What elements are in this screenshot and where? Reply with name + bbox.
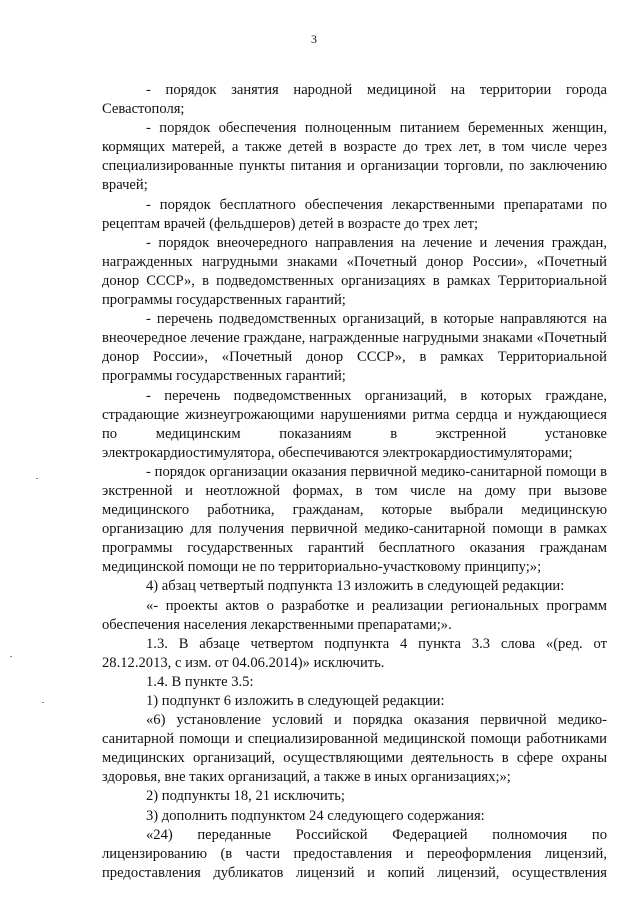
page-number: 3 (311, 32, 317, 46)
paragraph-donor-organizations: - перечень подведомственных организаций, в которые направляются на внеочередное лечение граждане, награжденные нагрудными знаками «Почетный донор России», «Почетный донор СССР», в рамках Территориальной программы государственных гарантий; (102, 311, 607, 385)
paragraph-free-medicines: - порядок бесплатного обеспечения лекарственными препаратами по рецептам врачей (фельдшеров) детей в возрасте до трех лет; (102, 196, 607, 232)
paragraph-subitem-6-text: «6) установление условий и порядка оказания первичной медико-санитарной помощи и специализированной медицинской помощи работниками медицинских организаций, осуществляющими деятельность в сфере охраны здоровья, вне таких организаций, а также в иных организациях;»; (102, 712, 607, 786)
paragraph-section-1-4: 1.4. В пункте 3.5: (146, 673, 254, 690)
paragraph-folk-medicine: - порядок занятия народной медициной на территории города Севастополя; (102, 82, 607, 118)
paragraph-pacemaker-organizations: - перечень подведомственных организаций, в которых граждане, страдающие жизнеугрожающими нарушениями ритма сердца и нуждающиеся по медицинским показаниям в экстренной установке электрокардиостимулятора, обеспечиваются электрокардиостимуляторами; (102, 387, 607, 461)
paragraph-primary-care: - порядок организации оказания первичной медико-санитарной помощи в экстренной и неотложной формах, в том числе на дому при вызове медицинского работника, гражданам, которые выбрали медицинскую организацию для получения первичной медико-санитарной помощи в рамках программы государственных гарантий бесплатного оказания гражданам медицинской помощи не по территориально-участковому принципу;»; (102, 463, 607, 576)
document-body (102, 81, 607, 883)
paragraph-subitem-24-text: «24) переданные Российской Федерацией полномочия по лицензированию (в части предоставления и переоформления лицензий, предоставления дубликатов лицензий и копий лицензий, осуществления (102, 826, 607, 881)
paragraph-donor-treatment: - порядок внеочередного направления на лечение и лечения граждан, награжденных нагрудными знаками «Почетный донор России», «Почетный донор СССР», в подведомственных организациях в рамках Территориальной программы государственных гарантий; (102, 234, 607, 309)
paragraph-subitem-3: 3) дополнить подпунктом 24 следующего содержания: (146, 807, 485, 824)
paragraph-subitem-1: 1) подпункт 6 изложить в следующей редакции: (146, 693, 445, 709)
paragraph-item-4: 4) абзац четвертый подпункта 13 изложить в следующей редакции: (146, 578, 565, 595)
scan-speck (42, 702, 44, 703)
scan-speck (10, 656, 12, 657)
paragraph-subitem-2: 2) подпункты 18, 21 исключить; (146, 788, 345, 805)
scan-speck (36, 478, 38, 479)
paragraph-regional-programs: «- проекты актов о разработке и реализации региональных программ обеспечения населения лекарственными препаратами;». (102, 597, 607, 633)
paragraph-section-1-3: 1.3. В абзаце четвертом подпункта 4 пункта 3.3 слова «(ред. от 28.12.2013, с изм. от 04.06.2014)» исключить. (102, 635, 607, 671)
paragraph-nutrition: - порядок обеспечения полноценным питанием беременных женщин, кормящих матерей, а также детей в возрасте до трех лет, в том числе через специализированные пункты питания и организации торговли, по заключению врачей; (102, 120, 607, 194)
